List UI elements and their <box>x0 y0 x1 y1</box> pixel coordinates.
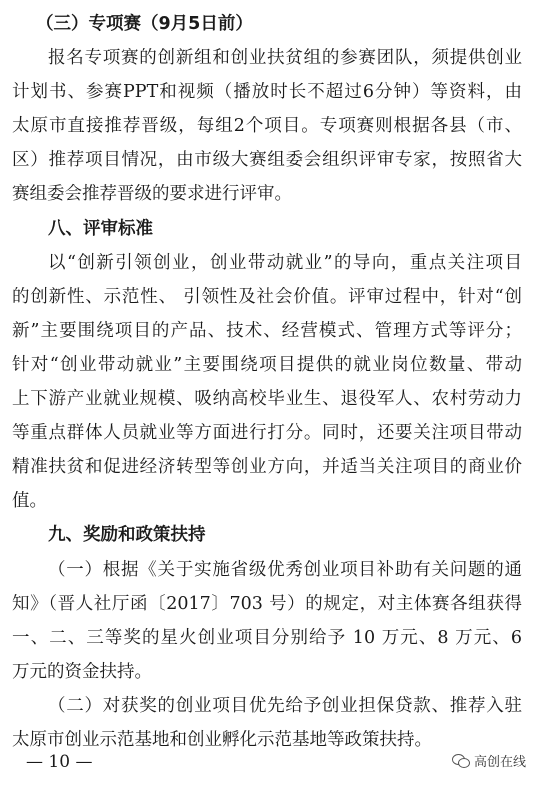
paragraph-line: 知》（晋人社厅函〔2017〕703 号）的规定，对主体赛各组获得 <box>12 594 522 614</box>
paragraph-line: 新”主要围绕项目的产品、技术、经营模式、管理方式等评分； <box>12 321 522 341</box>
paragraph-line: 区）推荐项目情况，由市级大赛组委会组织评审专家，按照省大 <box>12 150 522 170</box>
section-heading: （三）专项赛（9月5日前） <box>36 14 253 34</box>
paragraph-line: 万元的资金扶持。 <box>12 662 152 682</box>
wechat-icon <box>452 753 470 768</box>
paragraph-line: （一）根据《关于实施省级优秀创业项目补助有关问题的通 <box>48 560 522 580</box>
paragraph-line: 太原市创业示范基地和创业孵化示范基地等政策扶持。 <box>12 730 432 750</box>
paragraph-line: 计划书、参赛PPT和视频（播放时长不超过6分钟）等资料，由 <box>12 82 522 102</box>
paragraph-line: 值。 <box>12 491 47 511</box>
paragraph-line: 一、二、三等奖的星火创业项目分别给予 10 万元、8 万元、6 <box>12 628 522 648</box>
paragraph-line: 太原市直接推荐晋级，每组2个项目。专项赛则根据各县（市、 <box>12 116 522 136</box>
paragraph-line: 上下游产业就业规模、吸纳高校毕业生、退役军人、农村劳动力 <box>12 389 522 409</box>
watermark-label: 高创在线 <box>474 755 527 770</box>
section-heading: 九、奖励和政策扶持 <box>48 525 206 545</box>
page-number: — 10 — <box>26 752 93 772</box>
paragraph-line: 针对“创业带动就业”主要围绕项目提供的就业岗位数量、带动 <box>12 355 522 375</box>
paragraph-line: 报名专项赛的创新组和创业扶贫组的参赛团队，须提供创业 <box>48 48 522 68</box>
paragraph-line: 以“创新引领创业，创业带动就业”的导向，重点关注项目 <box>48 253 522 273</box>
watermark <box>452 751 526 770</box>
paragraph-line: 赛组委会推荐晋级的要求进行评审。 <box>12 184 292 204</box>
section-heading: 八、评审标准 <box>48 219 153 239</box>
paragraph-line: 精准扶贫和促进经济转型等创业方向，并适当关注项目的商业价 <box>12 457 522 477</box>
paragraph-line: 的创新性、示范性、 引领性及社会价值。评审过程中，针对“创 <box>12 287 522 307</box>
paragraph-line: 等重点群体人员就业等方面进行打分。同时，还要关注项目带动 <box>12 423 522 443</box>
paragraph-line: （二）对获奖的创业项目优先给予创业担保贷款、推荐入驻 <box>48 696 522 716</box>
